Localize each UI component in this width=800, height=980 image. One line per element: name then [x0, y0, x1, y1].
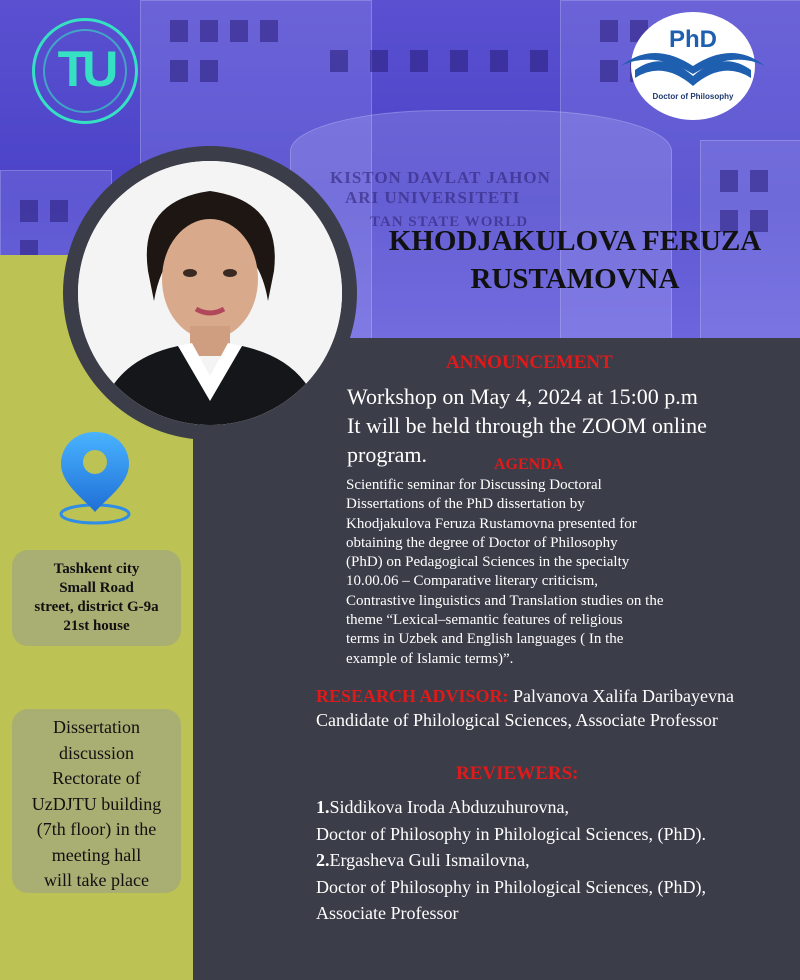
- advisor-label: RESEARCH ADVISOR:: [316, 686, 509, 706]
- reviewer-2-name-row: [316, 847, 796, 874]
- venue-box: [12, 709, 181, 893]
- venue-line: (7th floor) in the: [36, 819, 157, 839]
- announcement-heading: ANNOUNCEMENT: [446, 352, 613, 373]
- advisor-name: Palvanova Xalifa Daribayevna: [508, 686, 734, 706]
- address-line: 21st house: [63, 618, 130, 634]
- building-inscription-3: TAN STATE WORLD: [370, 214, 529, 230]
- university-logo-mark: TU: [57, 41, 113, 97]
- address-line: Tashkent city: [53, 561, 140, 577]
- location-pin-icon: [55, 428, 135, 528]
- agenda-line: theme “Lexical–semantic features of religious: [346, 612, 623, 629]
- announcement-line: It will be held through the ZOOM online: [347, 413, 707, 438]
- agenda-text: [346, 476, 664, 669]
- agenda-heading: AGENDA: [494, 456, 564, 473]
- advisor-block: [316, 684, 796, 732]
- venue-line: Dissertation: [53, 717, 140, 737]
- address-line: Small Road: [59, 580, 134, 596]
- reviewer-2-title-cont: Associate Professor: [316, 903, 459, 923]
- portrait-photo: [78, 161, 342, 425]
- building-inscription-1: KISTON DAVLAT JAHON: [330, 168, 551, 187]
- phd-logo: [613, 10, 773, 128]
- reviewer-2-number: 2.: [316, 850, 330, 870]
- agenda-line: example of Islamic terms)”.: [346, 650, 514, 667]
- venue-line: meeting hall: [51, 844, 142, 865]
- agenda-line: 10.00.06 – Comparative literary criticism,: [346, 573, 599, 590]
- announcement-line: Workshop on May 4, 2024 at 15:00 p.m: [347, 384, 698, 409]
- agenda-line: Dissertations of the PhD dissertation by: [346, 496, 585, 513]
- building-inscription-2: ARI UNIVERSITETI: [345, 188, 521, 207]
- venue-line: UzDJTU building: [31, 793, 162, 814]
- reviewer-2-name: Ergasheva Guli Ismailovna,: [329, 850, 530, 870]
- phd-logo-caption: Doctor of Philosophy: [652, 92, 734, 101]
- reviewer-1-name-row: [316, 794, 796, 821]
- venue-line: will take place: [44, 870, 149, 890]
- university-logo: [32, 18, 138, 124]
- reviewers-list: [316, 794, 796, 927]
- reviewer-1-title: Doctor of Philosophy in Philological Sciences, (PhD).: [316, 823, 706, 844]
- presenter-name: [350, 222, 800, 298]
- agenda-line: obtaining the degree of Doctor of Philosophy: [346, 534, 618, 551]
- agenda-line: Contrastive linguistics and Translation studies on the: [346, 592, 664, 609]
- agenda-line: Khodjakulova Feruza Rustamovna presented for: [346, 515, 637, 532]
- reviewers-heading: REVIEWERS:: [456, 763, 579, 784]
- address-line: street, district G-9a: [34, 599, 159, 615]
- venue-line: discussion: [58, 742, 134, 763]
- reviewer-2-title: Doctor of Philosophy in Philological Sciences, (PhD),: [316, 876, 706, 897]
- reviewer-1-name: Siddikova Iroda Abduzuhurovna,: [329, 797, 569, 817]
- presenter-name-line1: KHODJAKULOVA FERUZA: [388, 225, 762, 257]
- agenda-line: Scientific seminar for Discussing Doctoral: [346, 477, 602, 493]
- advisor-title: Candidate of Philological Sciences, Associate Professor: [316, 710, 718, 730]
- address-box: [12, 550, 181, 646]
- agenda-line: (PhD) on Pedagogical Sciences in the specialty: [346, 554, 630, 571]
- phd-logo-text: PhD: [669, 26, 717, 53]
- agenda-line: terms in Uzbek and English languages ( In the: [346, 631, 624, 648]
- presenter-name-line2: RUSTAMOVNA: [470, 263, 680, 295]
- announcement-line: program.: [347, 442, 428, 467]
- venue-line: Rectorate of: [52, 768, 141, 788]
- reviewer-1-number: 1.: [316, 797, 330, 817]
- portrait-image: [78, 161, 342, 425]
